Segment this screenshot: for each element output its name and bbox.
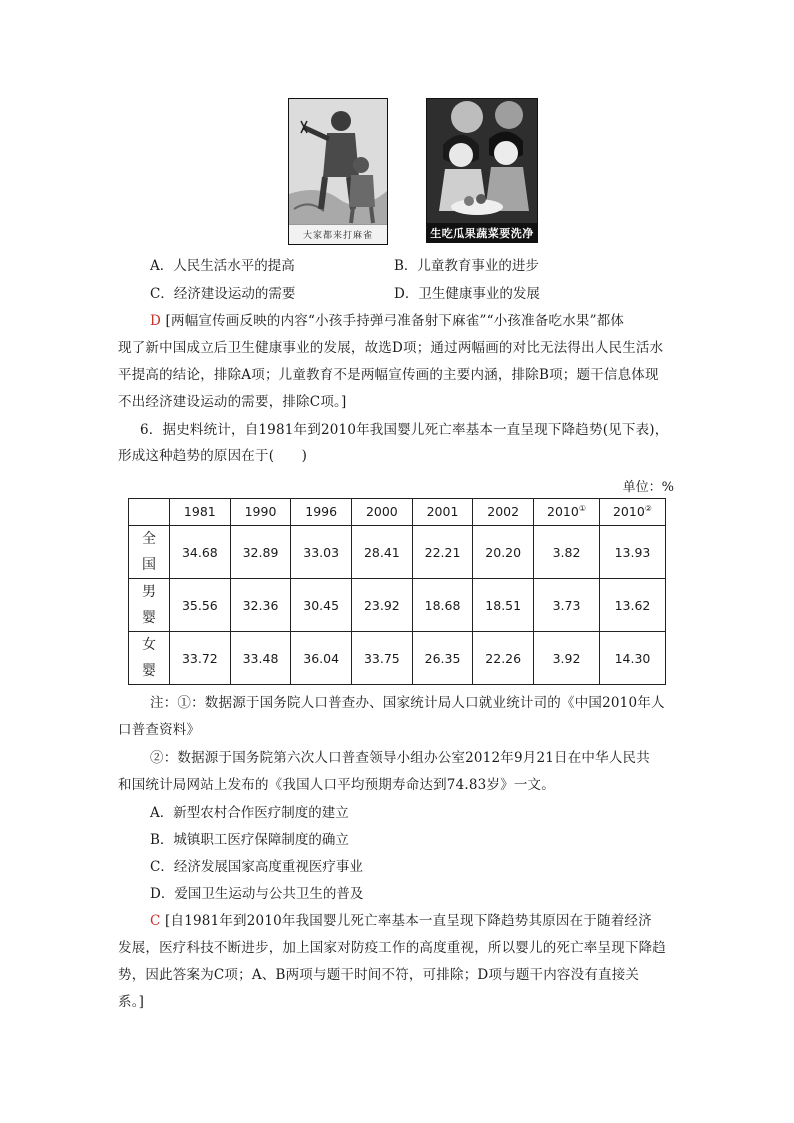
table-cell: 22.21: [412, 526, 473, 579]
q5-explanation-line-1: D [两幅宣传画反映的内容“小孩手持弹弓准备射下麻雀”“小孩准备吃水果”都体: [150, 313, 625, 329]
table-col-header: 2002: [473, 499, 534, 526]
table-col-header: 1990: [230, 499, 291, 526]
table-col-header: 2000: [352, 499, 413, 526]
table-cell: 26.35: [412, 632, 473, 685]
table-cell: 28.41: [352, 526, 413, 579]
table-cell: 18.51: [473, 579, 534, 632]
table-col-header: 2001: [412, 499, 473, 526]
q6-option-c: C．经济发展国家高度重视医疗事业: [150, 859, 363, 875]
table-unit-label: 单位：%: [622, 480, 674, 495]
table-cell: 20.20: [473, 526, 534, 579]
q6-note-line-4: 和国统计局网站上发布的《我国人口平均预期寿命达到74.83岁》一文。: [118, 777, 555, 793]
table-cell: 13.93: [599, 526, 665, 579]
table-corner-cell: [129, 499, 170, 526]
poster-fruit-illustration: [427, 99, 537, 223]
q6-answer-letter: C: [150, 913, 161, 929]
table-cell: 3.73: [534, 579, 600, 632]
table-cell: 23.92: [352, 579, 413, 632]
table-row-national: [129, 526, 666, 579]
table-cell: 3.82: [534, 526, 600, 579]
q6-note-line-3: ②：数据源于国务院第六次人口普查领导小组办公室2012年9月21日在中华人民共: [150, 750, 650, 766]
poster-slingshot-caption: 大家都来打麻雀: [289, 224, 387, 244]
table-cell: 18.68: [412, 579, 473, 632]
table-cell: 33.75: [352, 632, 413, 685]
q6-option-b: B．城镇职工医疗保障制度的确立: [150, 832, 349, 848]
table-cell: 33.03: [291, 526, 352, 579]
q6-option-d: D．爱国卫生运动与公共卫生的普及: [150, 886, 364, 902]
q6-stem-line-1: 6．据史料统计，自1981年到2010年我国婴儿死亡率基本一直呈现下降趋势(见下表)，: [140, 422, 669, 438]
poster-fruit-caption: 生吃瓜果蔬菜要洗净: [427, 223, 537, 242]
table-col-header: 1996: [291, 499, 352, 526]
poster-slingshot-illustration: [289, 99, 387, 225]
table-cell: 22.26: [473, 632, 534, 685]
q6-explanation-line-2: 发展，医疗科技不断进步，加上国家对防疫工作的高度重视，所以婴儿的死亡率呈现下降趋: [118, 940, 666, 956]
table-col-header: 1981: [170, 499, 231, 526]
q6-note-line-1: 注：①：数据源于国务院人口普查办、国家统计局人口就业统计司的《中国2010年人: [150, 695, 665, 711]
table-cell: 32.36: [230, 579, 291, 632]
table-cell: 33.48: [230, 632, 291, 685]
q5-option-b: B．儿童教育事业的进步: [394, 258, 539, 274]
q6-explanation-line-3: 势，因此答案为C项；A、B两项与题干时间不符，可排除；D项与题干内容没有直接关: [118, 967, 640, 983]
table-cell: 3.92: [534, 632, 600, 685]
table-col-header: 2010②: [599, 499, 665, 526]
table-cell: 33.72: [170, 632, 231, 685]
q6-explanation-line-1: C [自1981年到2010年我国婴儿死亡率基本一直呈现下降趋势其原因在于随着经济: [150, 913, 652, 929]
table-row-label: 男 婴: [129, 579, 170, 632]
poster-fruit: [426, 98, 538, 243]
q6-explanation-line-4: 系。]: [118, 994, 145, 1010]
table-row-label: 全 国: [129, 526, 170, 579]
table-col-header: 2010①: [534, 499, 600, 526]
q5-option-d: D．卫生健康事业的发展: [394, 286, 540, 302]
q6-stem-line-2: 形成这种趋势的原因在于( ): [118, 448, 308, 464]
table-header-row: [129, 499, 666, 526]
q5-answer-letter: D: [150, 313, 162, 329]
table-cell: 30.45: [291, 579, 352, 632]
q6-note-line-2: 口普查资料》: [118, 722, 201, 738]
q5-option-c: C．经济建设运动的需要: [150, 286, 296, 302]
poster-slingshot: [288, 98, 388, 245]
q5-explanation-line-4: 不出经济建设运动的需要，排除C项。]: [118, 394, 347, 410]
table-row-female: [129, 632, 666, 685]
q5-explanation-line-2: 现了新中国成立后卫生健康事业的发展，故选D项；通过两幅画的对比无法得出人民生活水: [118, 340, 664, 356]
table-cell: 14.30: [599, 632, 665, 685]
infant-mortality-table: [128, 498, 666, 685]
table-cell: 36.04: [291, 632, 352, 685]
table-row-male: [129, 579, 666, 632]
q5-option-a: A．人民生活水平的提高: [150, 258, 295, 274]
table-cell: 35.56: [170, 579, 231, 632]
table-cell: 32.89: [230, 526, 291, 579]
table-row-label: 女 婴: [129, 632, 170, 685]
q5-explanation-line-3: 平提高的结论，排除A项；儿童教育不是两幅宣传画的主要内涵，排除B项；题干信息体现: [118, 367, 659, 383]
table-cell: 13.62: [599, 579, 665, 632]
table-cell: 34.68: [170, 526, 231, 579]
q6-option-a: A．新型农村合作医疗制度的建立: [150, 805, 349, 821]
